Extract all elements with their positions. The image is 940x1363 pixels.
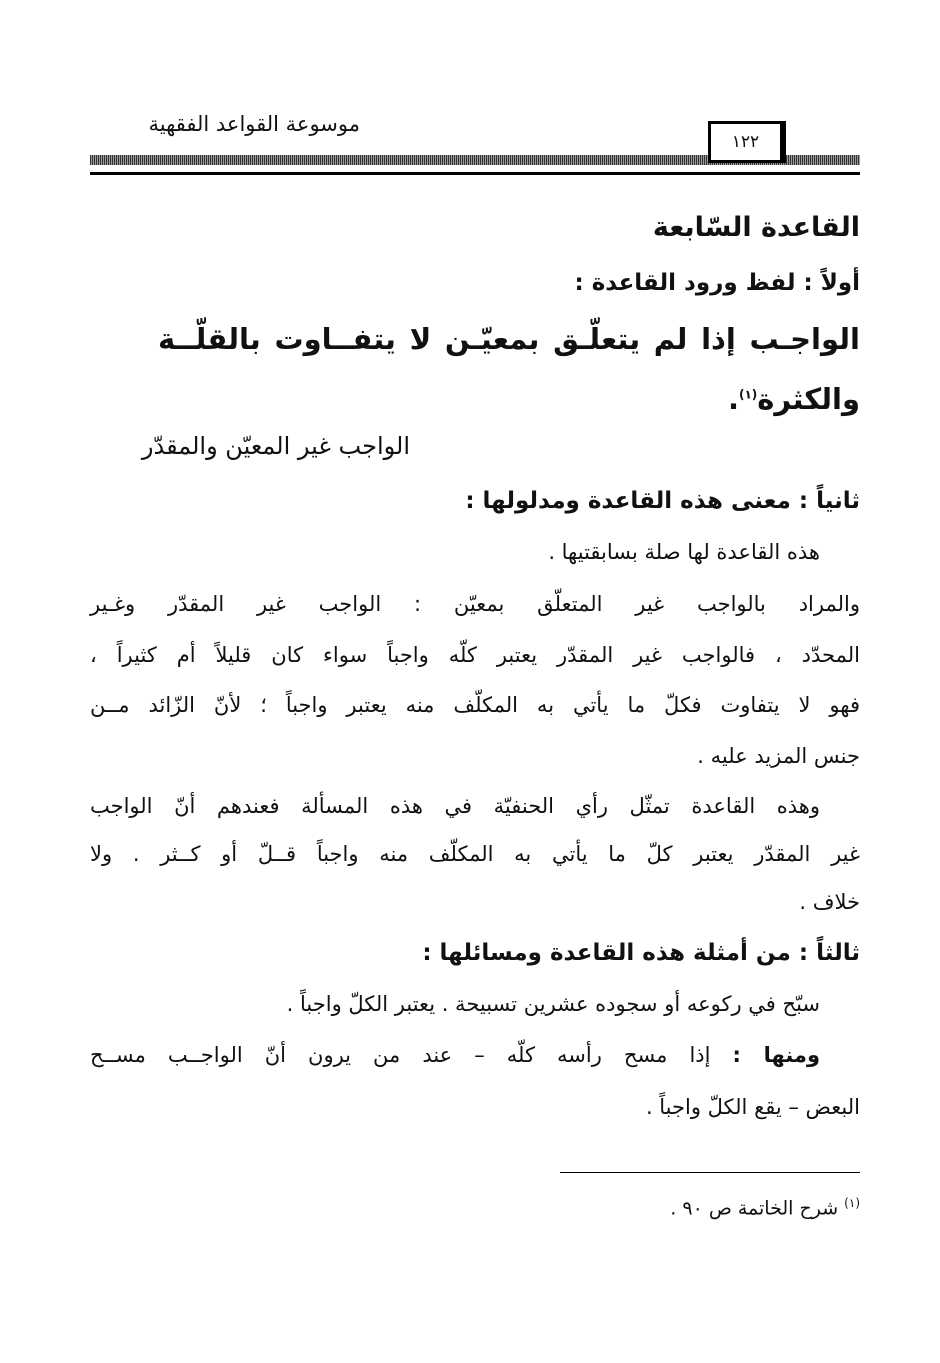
example-line: البعض – يقع الكلّ واجباً . (645, 1095, 860, 1119)
footnote-text: شرح الخاتمة ص ٩٠ . (670, 1197, 839, 1220)
rule-text-period: . (727, 382, 739, 416)
example-line: سبّح في ركوعه أو سجوده عشرين تسبيحة . يعتبر الكلّ واجباً . (286, 992, 820, 1016)
rule-text-line-1: الواجـب إذا لم يتعلّـق بمعيّـن لا يتفــاوت بالقلّــة (158, 322, 860, 356)
paragraph-line: فهو لا يتفاوت فكلّ ما يأتي به المكلّف منه يعتبر واجباً ؛ لأنّ الزّائد مــن (90, 693, 860, 717)
footnote-marker: (١) (844, 1196, 860, 1210)
rule-title: القاعدة السّابعة (652, 212, 860, 243)
section-heading-first: أولاً : لفظ ورود القاعدة : (574, 270, 860, 296)
paragraph-line: هذه القاعدة لها صلة بسابقتيها . (548, 540, 820, 564)
section-heading-second: ثانياً : معنى هذه القاعدة ومدلولها : (465, 488, 860, 514)
example-label: ومنها : (732, 1043, 820, 1067)
page-number-box (708, 121, 786, 163)
example-line (90, 1043, 820, 1067)
page-number: ١٢٢ (731, 132, 760, 152)
rule-text-word: والكثرة (757, 382, 860, 416)
header-rule (90, 172, 860, 175)
footnote-ref: (١) (738, 387, 758, 402)
paragraph-line: وهذه القاعدة تمثّل رأي الحنفيّة في هذه المسألة فعندهم أنّ الواجب (90, 794, 820, 818)
paragraph-line: خلاف . (799, 890, 860, 914)
rule-text-line-2 (728, 382, 860, 416)
paragraph-line: جنس المزيد عليه . (697, 744, 860, 768)
paragraph-line: والمراد بالواجب غير المتعلّق بمعيّن : الواجب غير المقدّر وغـير (90, 592, 860, 616)
paragraph-line: غير المقدّر يعتبر كلّ ما يأتي به المكلّف منه واجباً قــلّ أو كــثر . ولا (90, 842, 860, 866)
rule-subtitle: الواجب غير المعيّن والمقدّر (141, 432, 410, 460)
paragraph-line: المحدّد ، فالواجب غير المقدّر يعتبر كلّه واجباً سواء كان قليلاً أم كثيراً ، (90, 643, 860, 667)
running-title: موسوعة القواعد الفقهية (148, 112, 360, 136)
footnote-rule (560, 1172, 860, 1173)
section-heading-third: ثالثاً : من أمثلة هذه القاعدة ومسائلها : (422, 940, 860, 966)
example-text: إذا مسح رأسه كلّه – عند من يرون أنّ الواجــب مســح (90, 1043, 711, 1067)
footnote (670, 1196, 860, 1219)
